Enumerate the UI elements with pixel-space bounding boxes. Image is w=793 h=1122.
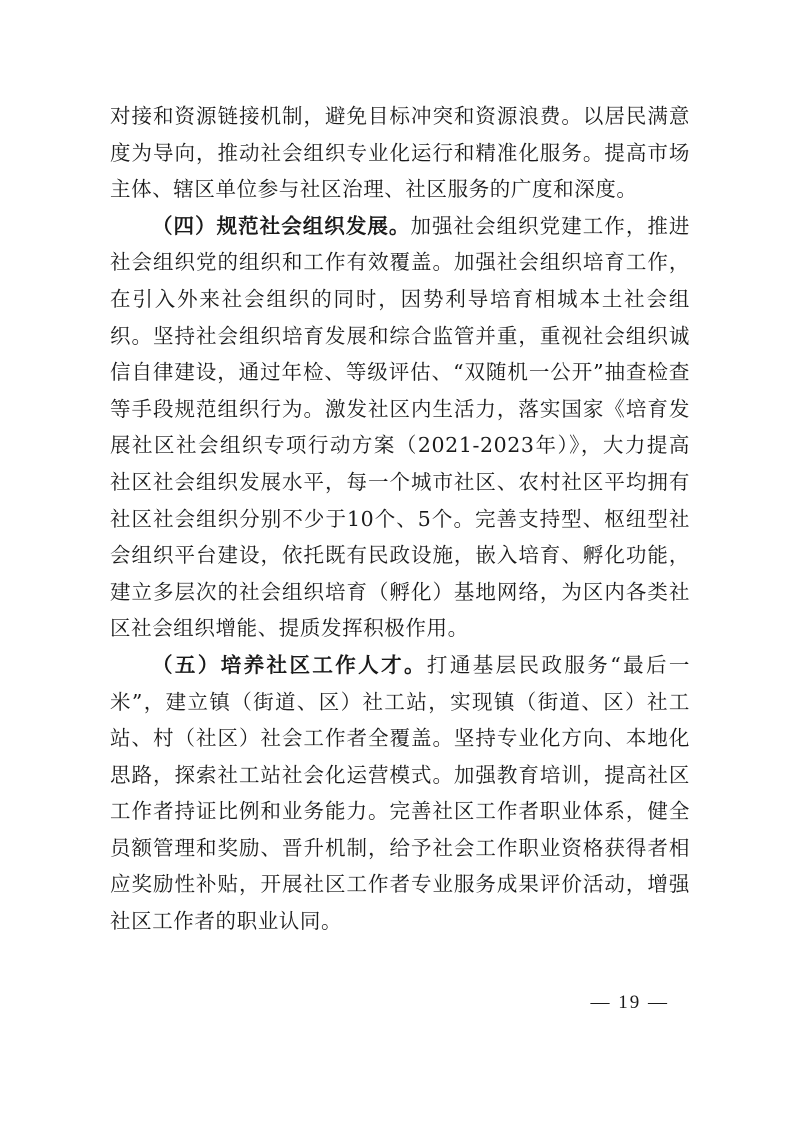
- paragraph-text: 加强社会组织党建工作，推进社会组织党的组织和工作有效覆盖。加强社会组织培育工作，在引入外来社会组织的同时，因势利导培育相城本土社会组织。坚持社会组织培育发展和综合监管并重，重视社会组织诚信自律建设，通过年检、等级评估、“双随机一公开”抽查检查等手段规范组织行为。激发社区内生活力，落实国家《培育发展社区社会组织专项行动方案（2021-2023年）》，大力提高社区社会组织发展水平，每一个城市社区、农村社区平均拥有社区社会组织分别不少于10个、5个。完善支持型、枢纽型社会组织平台建设，依托既有民政设施，嵌入培育、孵化功能，建立多层次的社会组织培育（孵化）基地网络，为区内各类社区社会组织增能、提质发挥积极作用。: [110, 213, 690, 641]
- body-text: [110, 98, 690, 940]
- paragraph-section-4: [110, 208, 690, 647]
- paragraph-continuation: [110, 98, 690, 208]
- paragraph-section-5: [110, 647, 690, 940]
- paragraph-text: 打通基层民政服务“最后一米”，建立镇（街道、区）社工站，实现镇（街道、区）社工站、村（社区）社会工作者全覆盖。坚持专业化方向、本地化思路，探索社工站社会化运营模式。加强教育培训，提高社区工作者持证比例和业务能力。完善社区工作者职业体系，健全员额管理和奖励、晋升机制，给予社会工作职业资格获得者相应奖励性补贴，开展社区工作者专业服务成果评价活动，增强社区工作者的职业认同。: [110, 652, 691, 934]
- section-heading: （四）规范社会组织发展。: [152, 213, 411, 238]
- page-number: — 19 —: [590, 992, 669, 1013]
- section-heading: （五）培养社区工作人才。: [152, 652, 427, 677]
- paragraph-text: 对接和资源链接机制，避免目标冲突和资源浪费。以居民满意度为导向，推动社会组织专业化运行和精准化服务。提高市场主体、辖区单位参与社区治理、社区服务的广度和深度。: [110, 104, 690, 202]
